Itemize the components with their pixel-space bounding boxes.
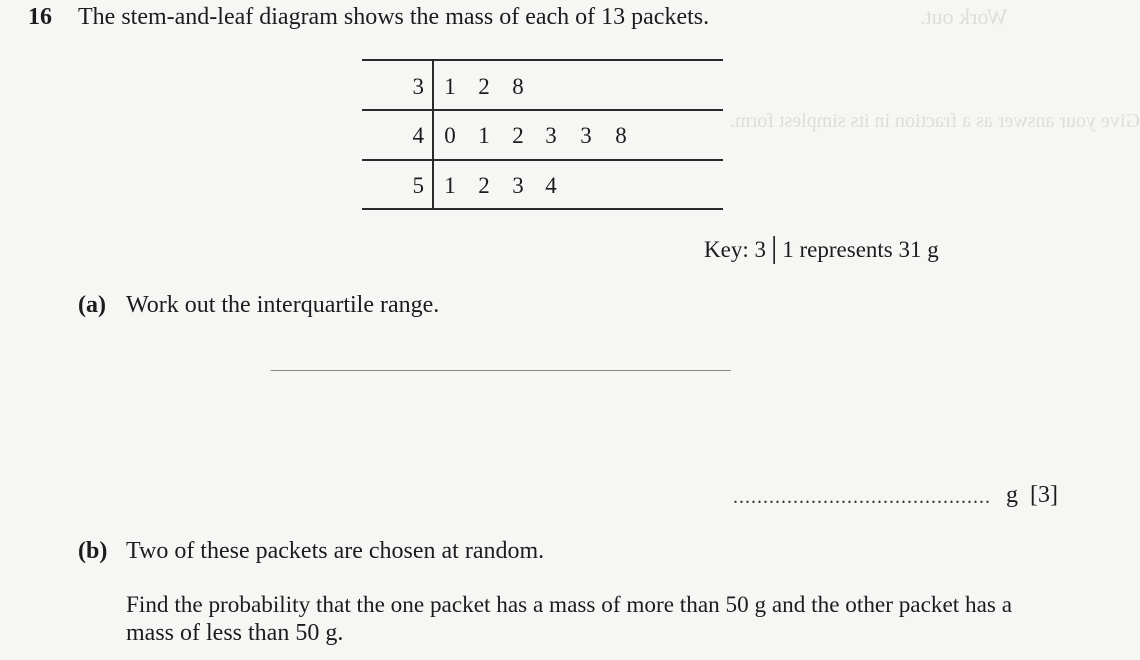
stem-value: 4: [412, 123, 424, 148]
table-row-divider: [362, 159, 723, 161]
leaf-value: 2: [478, 74, 490, 99]
diagram-key: Key: 3│1 represents 31 g: [704, 237, 939, 262]
question-text: The stem-and-leaf diagram shows the mass of each of 13 packets.: [78, 4, 710, 30]
table-top-rule: [362, 59, 723, 61]
leaf-value: 3: [545, 123, 557, 148]
show-through-shape: [270, 210, 731, 371]
table-bottom-rule: [362, 208, 723, 210]
leaf-value: 1: [444, 173, 456, 198]
part-b-label: (b): [78, 538, 108, 564]
leaf-value: 4: [545, 173, 557, 198]
leaf-value: 1: [478, 123, 490, 148]
leaf-value: 3: [512, 173, 524, 198]
part-a-label: (a): [78, 292, 106, 318]
leaf-value: 8: [512, 74, 524, 99]
marks-label: [3]: [1030, 482, 1058, 508]
leaf-value: 1: [444, 74, 456, 99]
part-b-instruction-line-2: mass of less than 50 g.: [126, 620, 344, 646]
show-through-text: Give your answer as a fraction in its simplest form.: [730, 110, 1140, 132]
leaf-value: 0: [444, 123, 456, 148]
stem-value: 3: [412, 74, 424, 99]
answer-unit: g: [1006, 482, 1018, 508]
answer-line[interactable]: ...........................................: [733, 486, 991, 508]
stem-value: 5: [412, 173, 424, 198]
table-row-divider: [362, 109, 723, 111]
part-b-text: Two of these packets are chosen at random.: [126, 538, 545, 564]
leaf-value: 3: [580, 123, 592, 148]
leaf-value: 8: [615, 123, 627, 148]
leaf-value: 2: [478, 173, 490, 198]
show-through-text: Work out.: [920, 4, 1008, 29]
part-a-text: Work out the interquartile range.: [126, 292, 440, 318]
leaf-value: 2: [512, 123, 524, 148]
question-number: 16: [28, 4, 52, 30]
part-b-instruction-line-1: Find the probability that the one packet has a mass of more than 50 g and the other packet has a: [126, 592, 1013, 618]
stem-divider: [432, 59, 434, 209]
